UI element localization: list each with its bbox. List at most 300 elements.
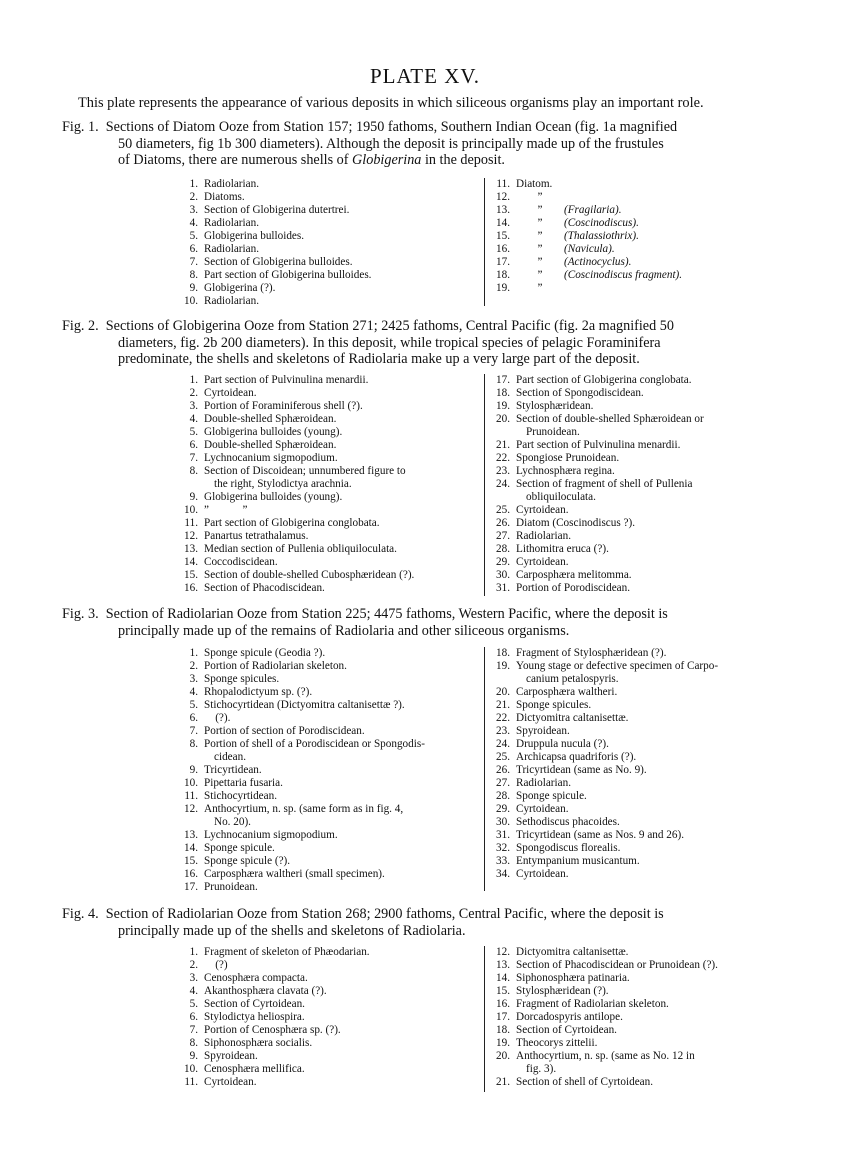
fig3-line1: Section of Radiolarian Ooze from Station 225; 4475 fathoms, Western Pacific, where the deposit is [105, 606, 668, 622]
legend-item-text: Prunoidean. [526, 426, 580, 438]
legend-item-number: 15. [496, 230, 510, 242]
legend-item-text: Part section of Pulvinulina menardii. [204, 374, 369, 386]
legend-item [180, 959, 370, 972]
legend-item-text: Rhopalodictyum sp. (?). [204, 686, 313, 698]
legend-item [492, 816, 718, 829]
legend-item [180, 178, 371, 191]
fig2-legend [180, 374, 780, 600]
legend-item-text: Portion of section of Porodiscidean. [204, 725, 365, 737]
legend-item [492, 868, 718, 881]
legend-item-number: 13. [496, 959, 510, 971]
legend-item-text: Lychnocanium sigmopodium. [204, 829, 338, 841]
legend-item-text: No. 20). [214, 816, 251, 828]
legend-item-number: 13. [496, 204, 510, 216]
legend-item [180, 230, 371, 243]
legend-item [180, 998, 370, 1011]
legend-item-number: 3. [189, 400, 198, 412]
legend-item-text: Siphonosphæra socialis. [204, 1037, 313, 1049]
legend-item-text: Section of Phacodiscidean or Prunoidean (?). [516, 959, 718, 971]
legend-item-text: obliquiloculata. [526, 491, 596, 503]
legend-item-number: 15. [184, 855, 198, 867]
legend-item-number: 16. [496, 998, 510, 1010]
legend-item [492, 829, 718, 842]
legend-item-detail: (Coscinodiscus fragment). [564, 269, 683, 281]
legend-item-text: Young stage or defective specimen of Carpo- [516, 660, 719, 672]
legend-item [492, 569, 704, 582]
legend-item-number: 12. [496, 946, 510, 958]
legend-item-text: ” [537, 217, 543, 229]
legend-item-number: 5. [189, 230, 198, 242]
legend-item-number: 22. [496, 452, 510, 464]
legend-item [492, 751, 718, 764]
fig3-divider [484, 647, 485, 891]
legend-item [180, 426, 414, 439]
legend-item-text: Part section of Globigerina bulloides. [204, 269, 372, 281]
plate-intro: This plate represents the appearance of various deposits in which siliceous organisms play an important role. [78, 95, 704, 111]
legend-item-text: the right, Stylodictya arachnia. [214, 478, 352, 490]
legend-item-number: 20. [496, 686, 510, 698]
legend-item-number: 1. [189, 946, 198, 958]
legend-item-text: Section of double-shelled Cubosphæridean (?). [204, 569, 415, 581]
legend-item-text: ” [537, 269, 543, 281]
fig2-label: Fig. 2. [62, 318, 99, 334]
legend-item [492, 686, 718, 699]
legend-item [492, 543, 704, 556]
legend-item-number: 16. [184, 868, 198, 880]
legend-item-text: Cenosphæra mellifica. [204, 1063, 305, 1075]
legend-item-text: Section of Globigerina bulloides. [204, 256, 353, 268]
legend-item-text: Portion of shell of a Porodiscidean or Spongodis- [204, 738, 425, 750]
legend-item [492, 647, 718, 660]
legend-item-text: fig. 3). [526, 1063, 557, 1075]
legend-item-number: 7. [189, 1024, 198, 1036]
legend-item-text: Archicapsa quadriforis (?). [516, 751, 637, 763]
legend-item-number: 31. [496, 582, 510, 594]
legend-item-text: Cyrtoidean. [204, 1076, 257, 1088]
legend-item [492, 204, 682, 217]
legend-item [180, 1050, 370, 1063]
legend-item [180, 647, 425, 660]
legend-item-text: Stylodictya heliospira. [204, 1011, 305, 1023]
legend-item [180, 465, 414, 478]
legend-item-number: 10. [184, 504, 198, 516]
legend-item [180, 1076, 370, 1089]
legend-item-text: Stichocyrtidean. [204, 790, 278, 802]
legend-item-number: 1. [189, 374, 198, 386]
legend-item-number: 3. [189, 972, 198, 984]
legend-item-number: 19. [496, 1037, 510, 1049]
fig1-legend-right [492, 178, 682, 295]
legend-item-number: 6. [189, 439, 198, 451]
legend-item-text: Portion of Cenosphæra sp. (?). [204, 1024, 341, 1036]
legend-item-number: 7. [189, 452, 198, 464]
legend-item-number: 16. [496, 243, 510, 255]
fig4-legend-left [180, 946, 370, 1089]
legend-item [180, 217, 371, 230]
legend-item-text: Globigerina bulloides (young). [204, 426, 343, 438]
legend-item [180, 1024, 370, 1037]
legend-item [492, 725, 718, 738]
legend-item-text: Radiolarian. [204, 178, 259, 190]
legend-item [180, 387, 414, 400]
fig1-line3: of Diatoms, there are numerous shells of Globigerina in the deposit. [118, 152, 505, 168]
legend-item [180, 282, 371, 295]
legend-item-text: Theocorys zittelii. [516, 1037, 598, 1049]
legend-item-number: 15. [496, 985, 510, 997]
legend-item [180, 191, 371, 204]
legend-item-number: 2. [189, 191, 198, 203]
legend-item-text: Stylosphæridean. [516, 400, 594, 412]
legend-item [180, 777, 425, 790]
legend-item [492, 217, 682, 230]
fig3-caption [62, 606, 784, 639]
legend-item-number: 23. [496, 465, 510, 477]
fig2-line3: predominate, the shells and skeletons of Radiolaria make up a very large part of the deposit. [118, 351, 640, 367]
legend-item-number: 8. [189, 465, 198, 477]
legend-item [492, 959, 718, 972]
legend-item [492, 556, 704, 569]
legend-item [180, 881, 425, 894]
legend-item [180, 686, 425, 699]
legend-item-text: Sponge spicules. [516, 699, 592, 711]
legend-item-text: Lithomitra eruca (?). [516, 543, 609, 555]
legend-item [492, 699, 718, 712]
fig3-line2: principally made up of the remains of Radiolaria and other siliceous organisms. [118, 622, 570, 639]
legend-item [180, 842, 425, 855]
legend-item-text: Stichocyrtidean (Dictyomitra caltanisettæ ?). [204, 699, 405, 711]
fig3-legend-right [492, 647, 718, 881]
legend-item-text: Tricyrtidean (same as Nos. 9 and 26). [516, 829, 684, 841]
legend-item-text: Cenosphæra compacta. [204, 972, 308, 984]
legend-item-text: Section of shell of Cyrtoidean. [516, 1076, 654, 1088]
legend-item [180, 452, 414, 465]
legend-item-number: 17. [496, 256, 510, 268]
legend-item [180, 790, 425, 803]
legend-item [180, 204, 371, 217]
legend-item-text: Siphonosphæra patinaria. [516, 972, 630, 984]
legend-item-text: ” [537, 230, 543, 242]
fig2-caption [62, 318, 784, 368]
legend-item [492, 178, 682, 191]
legend-item [180, 295, 371, 308]
legend-item-number: 26. [496, 517, 510, 529]
legend-item [492, 413, 704, 426]
fig1-divider [484, 178, 485, 306]
legend-item-number: 28. [496, 790, 510, 802]
legend-item [180, 543, 414, 556]
legend-item-detail: (Thalassiothrix). [564, 230, 639, 242]
legend-item-number: 27. [496, 777, 510, 789]
legend-item-number: 14. [184, 842, 198, 854]
legend-item-number: 4. [189, 686, 198, 698]
legend-item [180, 413, 414, 426]
legend-item-text: Double-shelled Sphæroidean. [204, 413, 337, 425]
legend-item-text: Cyrtoidean. [516, 868, 569, 880]
legend-item-number: 18. [496, 647, 510, 659]
legend-item-text: Part section of Globigerina conglobata. [204, 517, 380, 529]
legend-item-number: 25. [496, 504, 510, 516]
legend-item-number: 7. [189, 256, 198, 268]
legend-item [180, 673, 425, 686]
legend-item [492, 842, 718, 855]
legend-item-text: Fragment of skeleton of Phæodarian. [204, 946, 370, 958]
legend-item [180, 699, 425, 712]
legend-item-text: Part section of Globigerina conglobata. [516, 374, 692, 386]
legend-item [492, 777, 718, 790]
legend-item-detail: (Coscinodiscus). [564, 217, 639, 229]
legend-item [180, 751, 425, 764]
legend-item-text: Spongodiscus florealis. [516, 842, 621, 854]
legend-item [492, 439, 704, 452]
legend-item-number: 18. [496, 269, 510, 281]
legend-item-number: 11. [184, 517, 198, 529]
legend-item [180, 829, 425, 842]
legend-item-number: 6. [189, 243, 198, 255]
legend-item [492, 243, 682, 256]
legend-item-text: Carposphæra waltheri. [516, 686, 618, 698]
legend-item-text: ” [537, 282, 543, 294]
legend-item [492, 855, 718, 868]
legend-item-number: 14. [184, 556, 198, 568]
legend-item-text: Lychnosphæra regina. [516, 465, 615, 477]
legend-item-text: Tricyrtidean (same as No. 9). [516, 764, 647, 776]
legend-item-number: 12. [496, 191, 510, 203]
legend-item-number: 20. [496, 1050, 510, 1062]
legend-item-text: Portion of Porodiscidean. [516, 582, 631, 594]
legend-item [492, 972, 718, 985]
legend-item [180, 712, 425, 725]
legend-item-number: 10. [184, 295, 198, 307]
legend-item-number: 23. [496, 725, 510, 737]
fig1-line2: 50 diameters, fig 1b 300 diameters). Although the deposit is principally made up of the frustules [118, 135, 664, 152]
legend-item-number: 19. [496, 400, 510, 412]
legend-item [492, 946, 718, 959]
legend-item-text: Cyrtoidean. [516, 556, 569, 568]
legend-item-text: Section of Discoidean; unnumbered figure to [204, 465, 406, 477]
fig4-label: Fig. 4. [62, 906, 99, 922]
legend-item [180, 491, 414, 504]
legend-item-text: Fragment of Radiolarian skeleton. [516, 998, 669, 1010]
legend-item-number: 9. [189, 764, 198, 776]
legend-item-text: Globigerina bulloides (young). [204, 491, 343, 503]
legend-item [492, 985, 718, 998]
legend-item-number: 5. [189, 699, 198, 711]
legend-item [180, 985, 370, 998]
legend-item [180, 269, 371, 282]
legend-item-text: ” [537, 204, 543, 216]
legend-item [492, 582, 704, 595]
legend-item-text: ” ” [204, 504, 248, 516]
legend-item-number: 20. [496, 413, 510, 425]
legend-item-text: Dictyomitra caltanisettæ. [516, 712, 629, 724]
legend-item-text: Stylosphæridean (?). [516, 985, 609, 997]
legend-item-text: Cyrtoidean. [516, 504, 569, 516]
legend-item-number: 22. [496, 712, 510, 724]
legend-item-number: 17. [496, 1011, 510, 1023]
legend-item-text: Double-shelled Sphæroidean. [204, 439, 337, 451]
plate-title: PLATE XV. [369, 64, 481, 88]
legend-item-number: 29. [496, 556, 510, 568]
legend-item [492, 1076, 718, 1089]
legend-item [180, 725, 425, 738]
legend-item-number: 12. [184, 530, 198, 542]
legend-item [492, 191, 682, 204]
fig2-legend-left [180, 374, 414, 595]
legend-item-text: Portion of Foraminiferous shell (?). [204, 400, 363, 412]
legend-item-number: 9. [189, 1050, 198, 1062]
legend-item [180, 803, 425, 816]
legend-item-text: Coccodiscidean. [204, 556, 278, 568]
legend-item-detail: (Actinocyclus). [564, 256, 632, 268]
legend-item-text: Spongiose Prunoidean. [516, 452, 620, 464]
legend-item-text: Druppula nucula (?). [516, 738, 609, 750]
legend-item-number: 13. [184, 543, 198, 555]
legend-item [492, 738, 718, 751]
legend-item-text: Cyrtoidean. [204, 387, 257, 399]
legend-item-detail: (Navicula). [564, 243, 615, 255]
legend-item-text: Sponge spicule (Geodia ?). [204, 647, 326, 659]
fig4-legend [180, 946, 780, 1096]
legend-item-number: 7. [189, 725, 198, 737]
legend-item-text: Tricyrtidean. [204, 764, 262, 776]
legend-item [492, 530, 704, 543]
legend-item-text: Carposphæra waltheri (small specimen). [204, 868, 385, 880]
legend-item [492, 998, 718, 1011]
fig2-legend-right [492, 374, 704, 595]
legend-item-number: 3. [189, 204, 198, 216]
fig1-legend [180, 178, 740, 310]
fig2-divider [484, 374, 485, 596]
legend-item [492, 269, 682, 282]
legend-item-text: (?) [204, 959, 228, 971]
legend-item-number: 21. [496, 439, 510, 451]
legend-item-text: Dorcadospyris antilope. [516, 1011, 623, 1023]
legend-item [180, 478, 414, 491]
fig2-line2: diameters, fig. 2b 200 diameters). In this deposit, while tropical species of pelagic Foraminifera [118, 334, 661, 351]
legend-item-number: 2. [189, 387, 198, 399]
legend-item-text: Radiolarian. [204, 295, 259, 307]
legend-item-number: 10. [184, 1063, 198, 1075]
legend-item-number: 4. [189, 217, 198, 229]
fig1-caption [62, 119, 784, 169]
legend-item-text: canium petalospyris. [526, 673, 619, 685]
legend-item-text: Fragment of Stylosphæridean (?). [516, 647, 667, 659]
legend-item-number: 27. [496, 530, 510, 542]
legend-item-number: 16. [184, 582, 198, 594]
legend-item-text: Prunoidean. [204, 881, 258, 893]
legend-item-number: 24. [496, 478, 510, 490]
legend-item-number: 13. [184, 829, 198, 841]
legend-item-text: Sethodiscus phacoides. [516, 816, 620, 828]
legend-item-number: 33. [496, 855, 510, 867]
legend-item [180, 1011, 370, 1024]
legend-item [492, 426, 704, 439]
legend-item-text: Sponge spicule (?). [204, 855, 291, 867]
legend-item-number: 9. [189, 282, 198, 294]
legend-item-number: 31. [496, 829, 510, 841]
legend-item-text: Section of Phacodiscidean. [204, 582, 325, 594]
legend-item [180, 738, 425, 751]
legend-item-number: 2. [189, 959, 198, 971]
legend-item [180, 556, 414, 569]
legend-item [492, 1063, 718, 1076]
legend-item [180, 530, 414, 543]
legend-item-number: 21. [496, 699, 510, 711]
fig3-legend-left [180, 647, 425, 894]
legend-item-text: Cyrtoidean. [516, 803, 569, 815]
legend-item-number: 1. [189, 647, 198, 659]
legend-item-text: Anthocyrtium, n. sp. (same form as in fig. 4, [204, 803, 404, 815]
legend-item-number: 24. [496, 738, 510, 750]
legend-item-detail: (Fragilaria). [564, 204, 622, 216]
legend-item-number: 4. [189, 985, 198, 997]
legend-item-number: 1. [189, 178, 198, 190]
fig1-line1: Sections of Diatom Ooze from Station 157; 1950 fathoms, Southern Indian Ocean (fig. 1a magnified [105, 119, 678, 135]
legend-item [492, 660, 718, 673]
legend-item [180, 855, 425, 868]
legend-item [492, 230, 682, 243]
legend-item-text: Section of Cyrtoidean. [516, 1024, 617, 1036]
legend-item-number: 8. [189, 738, 198, 750]
legend-item [180, 504, 414, 517]
legend-item-number: 11. [184, 1076, 198, 1088]
legend-item [492, 400, 704, 413]
legend-item [180, 868, 425, 881]
legend-item-text: Dictyomitra caltanisettæ. [516, 946, 629, 958]
legend-item [492, 256, 682, 269]
legend-item-number: 28. [496, 543, 510, 555]
legend-item-text: (?). [204, 712, 231, 724]
legend-item [492, 1024, 718, 1037]
legend-item-text: Spyroidean. [204, 1050, 258, 1062]
legend-item [180, 660, 425, 673]
legend-item-text: Anthocyrtium, n. sp. (same as No. 12 in [516, 1050, 695, 1062]
legend-item-number: 6. [189, 1011, 198, 1023]
fig1-label: Fig. 1. [62, 119, 99, 135]
legend-item-text: ” [537, 243, 543, 255]
legend-item-text: cidean. [214, 751, 246, 763]
legend-item-number: 21. [496, 1076, 510, 1088]
legend-item-text: Sponge spicule. [516, 790, 587, 802]
legend-item [492, 478, 704, 491]
legend-item-text: Radiolarian. [516, 777, 571, 789]
legend-item-text: Sponge spicules. [204, 673, 280, 685]
legend-item-text: ” [537, 256, 543, 268]
legend-item-text: Globigerina bulloides. [204, 230, 305, 242]
legend-item [492, 1011, 718, 1024]
legend-item-text: Part section of Pulvinulina menardii. [516, 439, 681, 451]
legend-item [180, 1063, 370, 1076]
legend-item [492, 452, 704, 465]
legend-item-number: 5. [189, 998, 198, 1010]
fig4-line1: Section of Radiolarian Ooze from Station 268; 2900 fathoms, Central Pacific, where the deposit is [105, 906, 664, 922]
legend-item-number: 30. [496, 569, 510, 581]
legend-item-number: 30. [496, 816, 510, 828]
legend-item-number: 17. [184, 881, 198, 893]
legend-item-number: 10. [184, 777, 198, 789]
legend-item-number: 19. [496, 660, 510, 672]
legend-item [492, 282, 682, 295]
legend-item [180, 816, 425, 829]
fig3-label: Fig. 3. [62, 606, 99, 622]
legend-item-text: Radiolarian. [516, 530, 571, 542]
legend-item [492, 504, 704, 517]
legend-item [180, 243, 371, 256]
legend-item-text: Section of fragment of shell of Pullenia [516, 478, 693, 490]
legend-item-text: Pipettaria fusaria. [204, 777, 283, 789]
legend-item-text: Section of double-shelled Sphæroidean or [516, 413, 704, 425]
legend-item-text: Spyroidean. [516, 725, 570, 737]
